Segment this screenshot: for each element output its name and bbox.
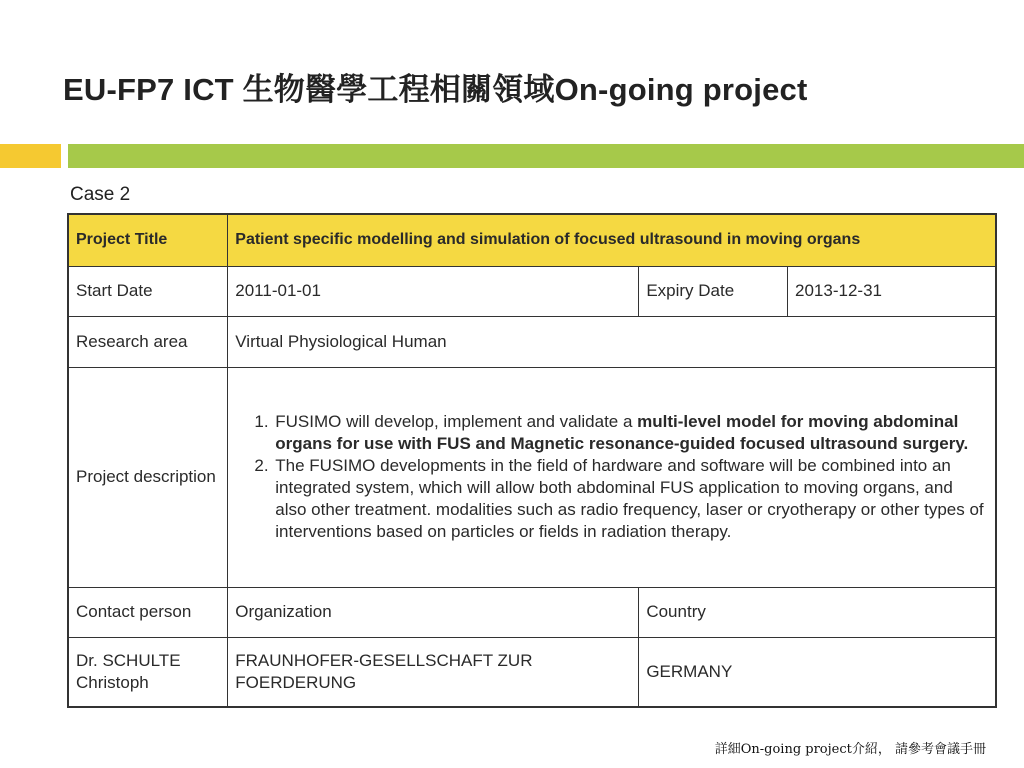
description-list [235,411,988,543]
table-row-research-area [68,316,996,367]
project-description-label: Project description [68,367,228,587]
project-info-table [67,213,997,708]
start-date-value: 2011-01-01 [228,266,639,316]
contact-name: Dr. SCHULTE Christoph [68,637,228,707]
table-row-description [68,367,996,587]
expiry-date-label: Expiry Date [639,266,788,316]
country-label: Country [639,587,996,637]
table-row-dates [68,266,996,316]
organization-label: Organization [228,587,639,637]
slide-title: EU-FP7 ICT 生物醫學工程相關領域On-going project [63,72,808,107]
case-label: Case 2 [70,184,131,205]
description-item-2 [273,455,988,543]
description-item-1 [273,411,988,455]
research-area-value: Virtual Physiological Human [228,316,996,367]
project-title-label: Project Title [68,214,228,266]
accent-bar-green [68,144,1024,168]
table-row-project-title [68,214,996,266]
contact-person-label: Contact person [68,587,228,637]
description-item-1-bold: multi-level model for moving abdominal organs for use with FUS and Magnetic resonance-guided focused ultrasound surgery. [275,412,969,453]
table-row-contact-header [68,587,996,637]
footer-note: 詳細On-going project介紹， 請參考會議手冊 [714,742,986,757]
start-date-label: Start Date [68,266,228,316]
description-item-2-text: The FUSIMO developments in the field of hardware and software will be combined into an integrated system, which will allow both abdominal FUS application to moving organs, and also other treatment. modalities such as radio frequency, laser or cryotherapy or other types of interventions based on particles or fields in radiation therapy. [275,456,984,541]
project-description-value [228,367,996,587]
accent-bar-yellow [0,144,61,168]
table-row-contact-values [68,637,996,707]
project-title-value: Patient specific modelling and simulation of focused ultrasound in moving organs [228,214,996,266]
organization-value: FRAUNHOFER-GESELLSCHAFT ZUR FOERDERUNG [228,637,639,707]
research-area-label: Research area [68,316,228,367]
expiry-date-value: 2013-12-31 [788,266,996,316]
country-value: GERMANY [639,637,996,707]
description-item-1-text: FUSIMO will develop, implement and validate a [275,412,638,431]
